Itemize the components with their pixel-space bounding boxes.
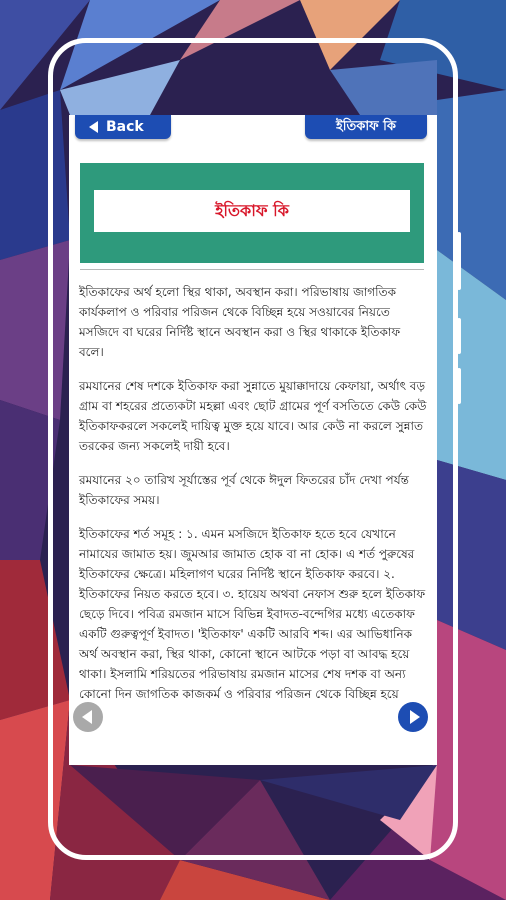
header-title: ইতিকাফ কি xyxy=(215,200,289,220)
divider xyxy=(80,269,424,270)
top-bar xyxy=(69,115,437,142)
app-screen xyxy=(69,115,437,765)
article-content xyxy=(79,282,427,718)
paragraph: ইতিকাফের অর্থ হলো স্থির থাকা, অবস্থান করা। পরিভাষায় জাগতিক কার্যকলাপ ও পরিবার পরিজন থেকে বিচ্ছিন্ন হয়ে সওয়াবের নিয়তে মসজিদে বা ঘরের নির্দিষ্ট স্থানে অবস্থান করা ও স্থির থাকাকে ইতিকাফ বলে। xyxy=(79,285,401,359)
paragraph: রমযানের শেষ দশকে ইতিকাফ করা সুন্নাতে মুয়াক্কাদায়ে কেফায়া, অর্থাৎ বড় গ্রাম বা শহরের প্রত্যেকটা মহল্লা এবং ছোট গ্রামের পূর্ণ বসতিতে কেউ কেউ ইতিকাফকরলে সকলেই দায়িত্ব মুক্ত হয়ে যাবে। আর কেউ না করলে সুন্নাত তরকের জন্য সকলেই দায়ী হবে। xyxy=(79,379,427,453)
chevron-right-icon xyxy=(410,710,420,724)
header-card xyxy=(80,163,424,263)
back-button-label: Back xyxy=(106,119,144,135)
previous-page-button[interactable] xyxy=(73,702,103,732)
paragraph: ইতিকাফের শর্ত সমূহ : ১. এমন মসজিদে ইতিকাফ হতে হবে যেখানে নামাযের জামাত হয়। জুমআর জামাত হোক বা না হোক। এ শর্ত পুরুষের ইতিকাফের ক্ষেত্রে। মহিলাগণ ঘরের নির্দিষ্ট স্থানে ইতিকাফ করবে। ২. ইতিকাফের নিয়ত করতে হবে। ৩. হায়েয অথবা নেফাস শুরু হলে ইতিকাফ ছেড়ে দিবে। পবিত্র রমজান মাসে বিভিন্ন ইবাদত-বন্দেগির মধ্যে এতেকাফ একটি গুরুত্বপূর্ণ ইবাদত। 'ইতিকাফ' একটি আরবি শব্দ। এর আভিধানিক অর্থ অবস্থান করা, স্থির থাকা, কোনো স্থানে আটকে পড়া বা আবদ্ধ হয়ে থাকা। ইসলামি শরিয়তের পরিভাষায় রমজান মাসের শেষ দশক বা অন্য কোনো দিন জাগতিক কাজকর্ম ও পরিবার পরিজন থেকে বিচ্ছিন্ন হয়ে xyxy=(79,527,426,701)
page-title-label: ইতিকাফ কি xyxy=(336,118,396,134)
chevron-left-icon xyxy=(82,710,92,724)
phone-side-button xyxy=(457,368,461,404)
phone-side-button xyxy=(457,232,461,290)
page-title-tab xyxy=(305,115,427,139)
next-page-button[interactable] xyxy=(398,702,428,732)
back-button[interactable] xyxy=(75,115,171,139)
header-title-box xyxy=(94,190,410,232)
phone-side-button xyxy=(457,318,461,354)
paragraph: রমযানের ২০ তারিখ সূর্যাস্তের পূর্ব থেকে ঈদুল ফিতরের চাঁদ দেখা পর্যন্ত ইতিকাফের সময়। xyxy=(79,473,409,507)
back-arrow-icon xyxy=(89,121,98,133)
